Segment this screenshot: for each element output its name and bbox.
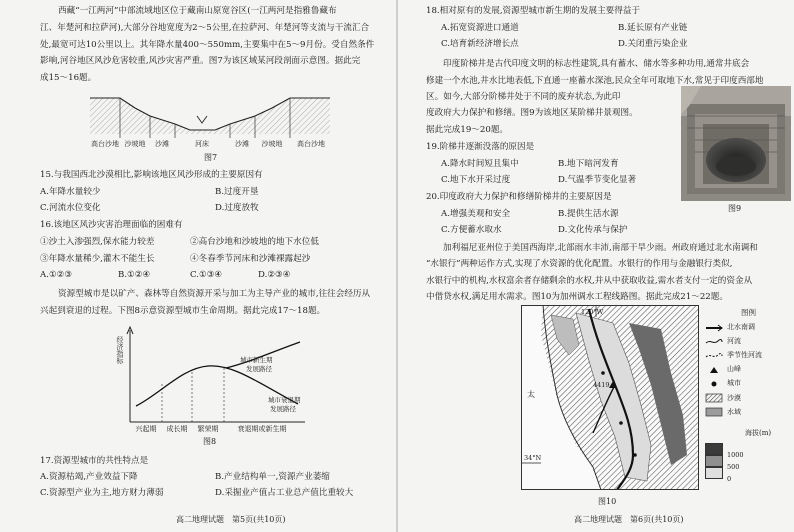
figure-caption: 图7 [204, 153, 218, 162]
option-b: B.产业结构单一,资源产业萎缩 [215, 472, 330, 482]
latitude-label: 34°N [524, 454, 542, 462]
option-b: B.①②④ [118, 270, 151, 280]
passage-line: 资源型城市是以矿产、森林等自然资源开采与加工为主导产业的城市,往往会经历从 [58, 289, 371, 299]
peak-elevation-label: 4419 [593, 381, 610, 389]
map-legend [701, 305, 791, 490]
option-a: A.增强美观和安全 [441, 209, 511, 219]
question-stem: 16.该地区风沙灾害治理面临的困难有 [40, 220, 183, 230]
question-stem: 17.资源型城市的共性特点是 [40, 456, 149, 466]
legend-item [705, 351, 762, 360]
option-d: D.文化传承与保护 [558, 225, 628, 235]
passage-line: 水银行中的机构,水权富余者存储剩余的水权,并从中获取收益,需水者支付一定的资金从 [426, 276, 753, 286]
legend-label: 水域 [727, 407, 741, 416]
river-icon [705, 338, 723, 346]
question-stem: 20.印度政府大力保护和修缮阶梯井的主要原因是 [426, 192, 612, 202]
passage-line: 影响,河谷地区风沙危害较重,风沙灾害严重。图7为该区域某河段剖面示意图。据此完 [40, 56, 361, 66]
figure-caption: 图10 [598, 497, 617, 506]
legend-label: 山峰 [727, 365, 741, 373]
passage-line: 西藏“一江两河”中部流域地区位于藏南山原宽谷区(一江两河是指雅鲁藏布 [58, 6, 337, 16]
option-d: D.气温季节变化显著 [558, 175, 637, 185]
water-body-icon [705, 407, 723, 417]
elevation-level: 500 [727, 463, 740, 471]
desert-hatch-icon [705, 393, 723, 403]
page-footer: 高二地理试题 第6页(共10页) [574, 515, 684, 524]
option-a: A.年降水量较少 [40, 187, 101, 197]
option-b: B.地下暗河发育 [558, 159, 619, 169]
stage-label: 繁荣期 [197, 425, 219, 433]
figure-8-life-cycle [110, 322, 310, 434]
legend-item [705, 379, 741, 388]
zone-label: 沙坡地 [124, 140, 146, 148]
zone-label: 沙滩 [235, 140, 249, 148]
stage-label: 兴起期 [135, 425, 157, 433]
option-c: C.①③④ [190, 270, 223, 280]
exam-page-5 [0, 0, 396, 532]
figure-10-california-map [521, 305, 699, 490]
y-axis-label: 经济指标 [116, 336, 124, 364]
passage-line: 据此完成19～20题。 [426, 125, 509, 135]
passage-line: 度政府大力保护和修缮。图9为该地区某阶梯井景观图。 [426, 108, 638, 118]
legend-item [705, 393, 741, 403]
passage-line: 区。如今,大部分阶梯井处于不同的废弃状态,为此印 [426, 92, 621, 102]
question-stem: 18.相对原有的发展,资源型城市新生期的发展主要得益于 [426, 6, 641, 16]
passage-line: 中借贷水权,满足用水需求。图10为加州调水工程线路图。据此完成21～22题。 [426, 292, 728, 302]
option-b: B.延长原有产业链 [618, 23, 688, 33]
passage-line: 加利福尼亚州位于美国西海岸,北部雨水丰沛,南部干旱少雨。州政府通过北水南调和 [443, 243, 758, 253]
elevation-swatch-low [705, 467, 723, 479]
zone-label: 沙坡地 [261, 140, 283, 148]
page-footer: 高二地理试题 第5页(共10页) [176, 515, 286, 524]
meridian-label: 120°W [581, 308, 604, 316]
curve-label: 发展路径 [270, 405, 296, 413]
option-c: C.资源型产业为主,地方财力薄弱 [40, 488, 164, 498]
legend-label: 河流 [727, 337, 741, 345]
statement: ①沙土入渗强烈,保水能力较差 [40, 237, 155, 247]
elevation-swatch-high [705, 443, 723, 455]
option-b: B.过度开垦 [215, 187, 259, 197]
figure-caption: 图9 [728, 204, 742, 213]
option-d: D.采掘业产值占工业总产值比重较大 [215, 488, 354, 498]
statement: ④冬春季节河床和沙滩裸露起沙 [190, 254, 311, 264]
option-c: C.地下水开采过度 [441, 175, 511, 185]
seasonal-river-icon [705, 352, 723, 360]
question-stem: 19.阶梯井逐渐没落的原因是 [426, 142, 535, 152]
ocean-label: 太 [527, 390, 535, 399]
option-d: D.②③④ [258, 270, 291, 280]
passage-line: 印度阶梯井是古代印度文明的标志性建筑,具有蓄水、储水等多种功用,通常井底会 [443, 59, 750, 69]
passage-line: 成15～16题。 [40, 73, 97, 83]
curve-label: 城市新生期 [240, 356, 273, 364]
passage-line: 处,最宽可达10公里以上。其年降水量400～550mm,主要集中在5～9月份。受自然条件 [40, 40, 375, 50]
statement: ②高台沙地和沙坡地的地下水位低 [190, 237, 319, 247]
passage-line: 兴起到衰退的过程。下图8示意资源型城市生命周期。据此完成17～18题。 [40, 306, 326, 316]
legend-item [705, 407, 741, 417]
curve-label: 发展路径 [246, 365, 272, 373]
option-c: C.河流水位变化 [40, 203, 101, 213]
question-stem: 15.与我国西北沙漠相比,影响该地区风沙形成的主要原因有 [40, 170, 263, 180]
legend-item [705, 337, 741, 346]
legend-title: 图例 [741, 308, 756, 317]
statement: ③年降水量稀少,灌木不能生长 [40, 254, 155, 264]
option-c: C.培育新经济增长点 [441, 39, 519, 49]
legend-item [705, 323, 755, 332]
option-b: B.提供生活水源 [558, 209, 619, 219]
city-dot-icon [705, 380, 723, 388]
option-a: A.①②③ [40, 270, 73, 280]
elevation-title: 海拔(m) [745, 429, 772, 437]
legend-item [705, 365, 741, 374]
option-d: D.过度放牧 [215, 203, 259, 213]
stage-label: 衰退期或新生期 [237, 425, 287, 433]
exam-page-6 [398, 0, 794, 532]
option-a: A.降水时间短且集中 [441, 159, 519, 169]
zone-label: 沙滩 [155, 140, 169, 148]
stage-label: 成长期 [166, 425, 188, 433]
elevation-level: 0 [727, 475, 732, 483]
legend-label: 北水南调 [727, 323, 755, 331]
passage-line: 江、年楚河和拉萨河),大部分谷地宽度为2～5公里,在拉萨河、年楚河等支流与干流汇合 [40, 23, 370, 33]
option-c: C.方便蓄水取水 [441, 225, 502, 235]
legend-label: 季节性河流 [727, 351, 762, 359]
legend-label: 沙漠 [727, 393, 741, 402]
option-d: D.关闭重污染企业 [618, 39, 688, 49]
zone-label: 河床 [195, 140, 209, 148]
figure-7-cross-section [90, 88, 330, 150]
mountain-peak-icon [705, 366, 723, 374]
curve-label: 城市衰退期 [268, 396, 301, 404]
option-a: A.资源枯竭,产业效益下降 [40, 472, 138, 482]
elevation-level: 1000 [727, 451, 744, 459]
zone-label: 高台沙地 [297, 140, 325, 148]
figure-caption: 图8 [203, 437, 217, 446]
zone-label: 高台沙地 [91, 140, 119, 148]
elevation-swatch-mid [705, 455, 723, 467]
legend-label: 城市 [727, 379, 741, 387]
figure-9-stepwell-photo [681, 86, 791, 201]
passage-line: “水银行”两种运作方式,实现了水资源的优化配置。水银行的作用与金融银行类似, [426, 259, 733, 269]
passage-line: 修建一个水池,井水比地表低,下直通一座蓄水深池,民众全年可取地下水,常见于印度西部地 [426, 76, 764, 86]
aqueduct-line-icon [705, 324, 723, 332]
option-a: A.拓宽资源进口通道 [441, 23, 519, 33]
